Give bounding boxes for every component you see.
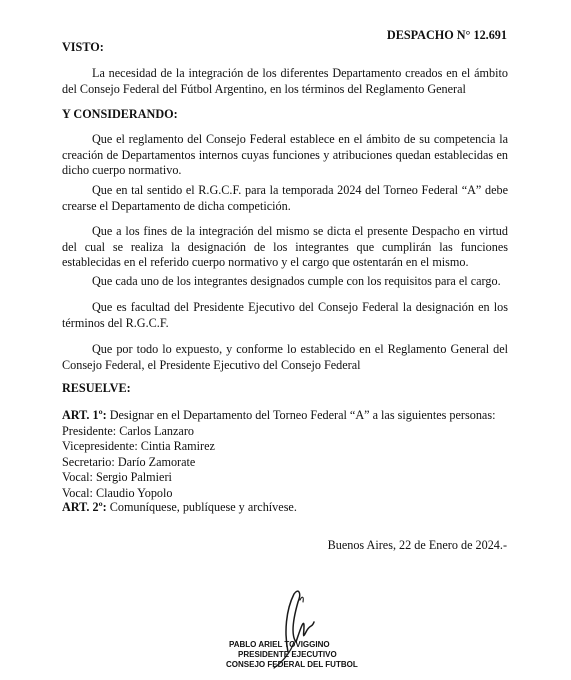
considerando-paragraph: Que cada uno de los integrantes designados cumple con los requisitos para el cargo. (92, 274, 501, 288)
signer-name: PABLO ARIEL TOVIGGINO (229, 640, 330, 649)
member-line: Vocal: Claudio Yopolo (62, 485, 173, 500)
member-line: Secretario: Darío Zamorate (62, 454, 196, 469)
article-1 (62, 408, 508, 501)
article-1-text: Designar en el Departamento del Torneo Federal “A” a las siguientes personas: (106, 408, 496, 422)
member-line: Vocal: Sergio Palmieri (62, 470, 172, 484)
despacho-number: DESPACHO N° 12.691 (386, 28, 507, 42)
considerando-paragraph: Que por todo lo expuesto, y conforme lo establecido en el Reglamento General del Consejo Federal, el Presidente Ejecutivo del Consejo Federal (62, 342, 508, 372)
signer-title: PRESIDENTE EJECUTIVO (238, 650, 337, 659)
article-2 (62, 500, 508, 516)
considerando-heading: Y CONSIDERANDO: (62, 107, 178, 121)
article-2-text: Comuníquese, publíquese y archívese. (106, 500, 297, 514)
article-2-label: ART. 2º: (62, 500, 107, 514)
member-line: Presidente: Carlos Lanzaro (62, 423, 194, 438)
signer-org: CONSEJO FEDERAL DEL FUTBOL (226, 660, 358, 669)
resuelve-heading: RESUELVE: (62, 381, 131, 395)
considerando-paragraph: Que el reglamento del Consejo Federal establece en el ámbito de su competencia la creación de Departamentos internos cuyas funciones y atribuciones quedan establecidas en dicho cuerpo normativo. (62, 132, 508, 177)
visto-heading: VISTO: (62, 40, 104, 54)
article-1-label: ART. 1º: (62, 408, 107, 422)
considerando-paragraph: Que a los fines de la integración del mismo se dicta el presente Despacho en virtud del cual se realiza la designación de los integrantes que cumplirán las funciones establecidas en el referido cuerpo normativo y el cargo que ostentarán en el mismo. (62, 224, 508, 269)
member-line: Vicepresidente: Cintia Ramirez (62, 439, 215, 453)
considerando-paragraph: Que en tal sentido el R.G.C.F. para la temporada 2024 del Torneo Federal “A” debe crearse el Departamento de dicha competición. (62, 183, 508, 213)
visto-text: La necesidad de la integración de los diferentes Departamento creados en el ámbito del Consejo Federal del Fútbol Argentino, en los términos del Reglamento General (62, 66, 508, 96)
considerando-paragraph: Que es facultad del Presidente Ejecutivo del Consejo Federal la designación en los términos del R.G.C.F. (62, 300, 508, 330)
place-date: Buenos Aires, 22 de Enero de 2024.- (327, 538, 507, 552)
